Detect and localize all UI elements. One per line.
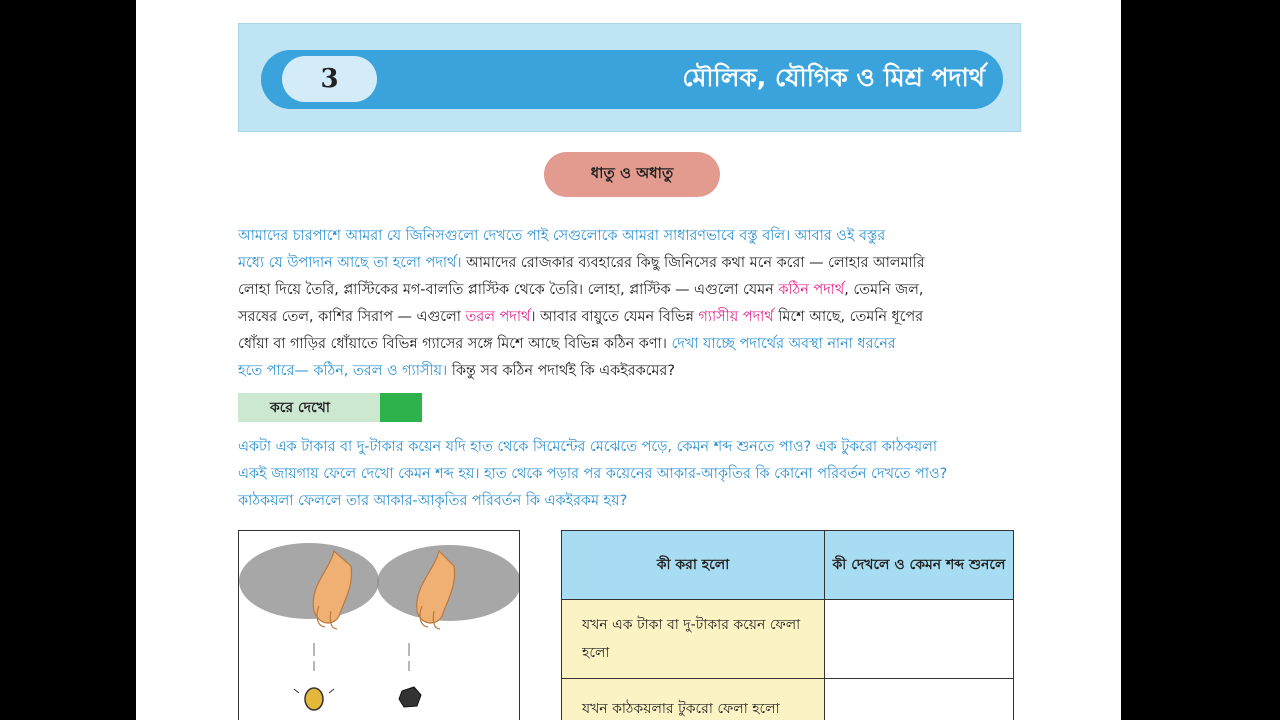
table-cell-result[interactable] xyxy=(825,600,1014,679)
question-line: কাঠকয়লা ফেললে তার আকার-আকৃতির পরিবর্তন কি একইরকম হয়? xyxy=(238,493,628,509)
term-gas: গ্যাসীয় পদার্থ xyxy=(698,309,774,325)
paragraph-line xyxy=(238,331,1020,358)
plain-text: কিন্তু সব কঠিন পদার্থই কি একইরকমের? xyxy=(447,363,675,379)
table-header-result: কী দেখলে ও কেমন শব্দ শুনলে xyxy=(825,531,1014,600)
paragraph-line xyxy=(238,250,1020,277)
term-liquid: তরল পদার্থ xyxy=(465,309,531,325)
coin-icon xyxy=(294,688,334,710)
table-cell-result[interactable] xyxy=(825,679,1014,720)
table-header-action: কী করা হলো xyxy=(562,531,825,600)
section-title: ধাতু ও অধাতু xyxy=(544,152,720,197)
charcoal-icon xyxy=(399,687,421,707)
activity-heading xyxy=(238,393,422,422)
intro-paragraph xyxy=(238,223,1020,385)
chapter-header xyxy=(238,23,1021,132)
question-line: একই জায়গায় ফেলে দেখো কেমন শব্দ হয়। হাত থেকে পড়ার পর কয়েনের আকার-আকৃতির কি কোনো পরিবর্তন দেখতে পাও? xyxy=(238,466,948,482)
paragraph-line: আমাদের চারপাশে আমরা যে জিনিসগুলো দেখতে পাই সেগুলোকে আমরা সাধারণভাবে বস্তু বলি। আবার ওই বস্তুর xyxy=(238,228,886,244)
textbook-page xyxy=(136,0,1121,720)
chapter-title: মৌলিক, যৌগিক ও মিশ্র পদার্থ xyxy=(682,63,985,92)
question-line: একটা এক টাকার বা দু-টাকার কয়েন যদি হাত থেকে সিমেন্টের মেঝেতে পড়ে, কেমন শব্দ শুনতে পাও? এক টুকরো কাঠকয়লা xyxy=(238,439,937,455)
observation-table xyxy=(561,530,1014,720)
chapter-banner xyxy=(261,50,1003,109)
table-cell-action: যখন কাঠকয়লার টুকরো ফেলা হলো xyxy=(562,679,825,720)
table-row xyxy=(562,679,1014,720)
plain-text: লোহা দিয়ে তৈরি, প্লাস্টিকের মগ-বালতি প্লাস্টিক থেকে তৈরি। লোহা, প্লাস্টিক — এগুলো যেমন xyxy=(238,282,779,298)
plain-text: সরষের তেল, কাশির সিরাপ — এগুলো xyxy=(238,309,466,325)
activity-label: করে দেখো xyxy=(270,399,330,416)
plain-text: আমাদের রোজকার ব্যবহারের কিছু জিনিসের কথা মনে করো — লোহার আলমারি xyxy=(461,255,925,271)
paragraph-line xyxy=(238,277,1020,304)
activity-marker xyxy=(380,393,422,422)
paragraph-line xyxy=(238,304,1020,331)
term-solid: কঠিন পদার্থ xyxy=(778,282,845,298)
paragraph-line xyxy=(238,358,1020,385)
plain-text: । আবার বায়ুতে যেমন বিভিন্ন xyxy=(530,309,699,325)
table-row xyxy=(562,600,1014,679)
highlight-text: মধ্যে যে উপাদান আছে তা হলো পদার্থ। xyxy=(238,255,462,271)
plain-text: ধোঁয়া বা গাড়ির ধোঁয়াতে বিভিন্ন গ্যাসের সঙ্গে মিশে আছে বিভিন্ন কঠিন কণা। xyxy=(238,336,672,352)
plain-text: , তেমনি জল, xyxy=(844,282,924,298)
activity-question xyxy=(238,434,1028,515)
table-cell-action: যখন এক টাকা বা দু-টাকার কয়েন ফেলা হলো xyxy=(562,600,825,679)
motion-lines xyxy=(314,643,409,671)
highlight-text: দেখা যাচ্ছে পদার্থের অবস্থা নানা ধরনের xyxy=(671,336,896,352)
illustration-drawing xyxy=(239,531,519,720)
coin-drop-illustration xyxy=(238,530,520,720)
shadow-left xyxy=(239,543,379,619)
chapter-number: 3 xyxy=(282,56,377,102)
highlight-text: হতে পারে— কঠিন, তরল ও গ্যাসীয়। xyxy=(238,363,448,379)
table-header-row xyxy=(562,531,1014,600)
plain-text: মিশে আছে, তেমনি ধূপের xyxy=(773,309,924,325)
